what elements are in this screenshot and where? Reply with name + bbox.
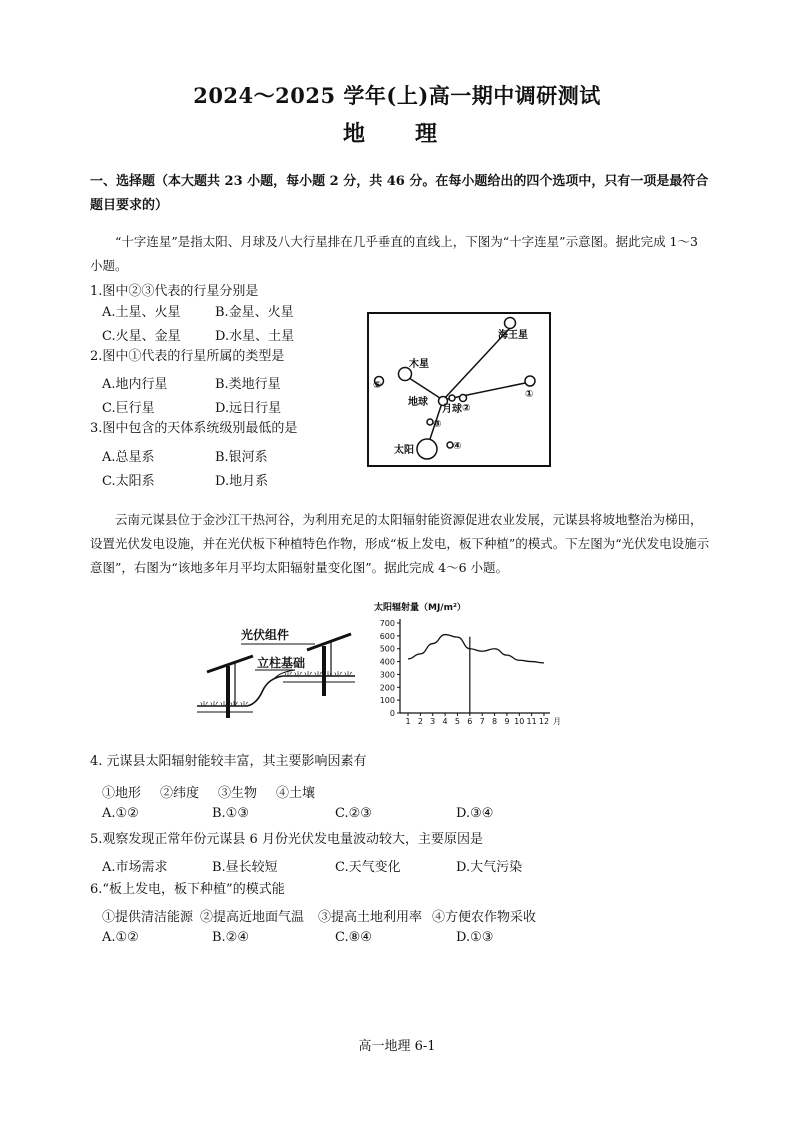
q4-option-b: B.①③	[212, 806, 249, 821]
q6-option-c: C.⑧④	[335, 930, 372, 945]
y-tick-label: 200	[379, 683, 395, 693]
x-tick-label: 11	[526, 717, 537, 726]
q6-option-a: A.①②	[102, 930, 139, 945]
q6-option-d: D.①③	[456, 930, 494, 945]
x-tick-label: 6	[467, 717, 473, 726]
planet-1-label: ①	[525, 389, 534, 400]
intro-paragraph-1: “十字连星”是指太阳、月球及八大行星排在几乎垂直的直线上，下图为“十字连星”示意图。据此完成 1～3 小题。	[90, 234, 698, 273]
question-3-stem: 3.图中包含的天体系统级别最低的是	[90, 421, 298, 436]
q5-option-d: D.大气污染	[456, 860, 523, 875]
planet-3-label: ③	[433, 419, 442, 430]
x-tick-label: 10	[514, 717, 525, 726]
q4-factor-4: ④土壤	[276, 786, 316, 801]
intro-paragraph-2: 云南元谋县位于金沙江干热河谷，为利用充足的太阳辐射能资源促进农业发展，元谋县将坡地整治为梯田，设置光伏发电设施，并在光伏板下种植特色作物，形成“板上发电，板下种植”的模式。下左图为“光伏发电设施示意图”，右图为“该地多年月平均太阳辐射量变化图”。据此完成 4～6 小题。	[90, 512, 710, 575]
q1-option-c: C.火星、金星	[102, 329, 181, 344]
q4-option-d: D.③④	[456, 806, 494, 821]
q1-option-d: D.水星、土星	[215, 329, 295, 344]
q3-option-c: C.太阳系	[102, 474, 155, 489]
moon	[449, 395, 455, 401]
planet-1	[525, 376, 535, 386]
earth-label: 地球	[408, 397, 428, 408]
y-tick-label: 300	[379, 670, 395, 680]
question-5-stem: 5.观察发现正常年份元谋县 6 月份光伏发电量波动较大，主要原因是	[90, 832, 483, 847]
x-tick-label: 9	[504, 717, 510, 726]
q6-factor-1: ①提供清洁能源	[102, 910, 194, 925]
pv-panel-right	[307, 634, 351, 650]
solar-radiation-chart	[370, 598, 570, 728]
q4-factor-1: ①地形	[102, 786, 142, 801]
jupiter-label: 木星	[409, 359, 429, 370]
x-tick-label: 5	[454, 717, 461, 726]
moon-label: 月球	[442, 404, 462, 415]
x-tick-label: 8	[491, 717, 498, 726]
neptune-planet	[505, 318, 516, 329]
q4-factor-3: ③生物	[218, 786, 258, 801]
y-tick-label: 100	[379, 696, 395, 706]
page-footer: 高一地理 6-1	[358, 1039, 436, 1054]
radiation-series-line	[408, 635, 544, 663]
q2-option-d: D.远日行星	[215, 401, 282, 416]
chart-ylabel: 太阳辐射量（MJ/m²）	[374, 603, 466, 613]
q4-option-c: C.②③	[335, 806, 372, 821]
q6-factor-2: ②提高近地面气温	[200, 910, 305, 925]
question-1-stem: 1.图中②③代表的行星分别是	[90, 284, 259, 299]
svg-text:⺌⺌⺌⺌⺌: ⺌⺌⺌⺌⺌	[199, 702, 249, 713]
x-tick-label: 7	[479, 717, 485, 726]
q2-option-c: C.巨行星	[102, 401, 155, 416]
q6-factor-3: ③提高土地利用率	[318, 910, 423, 925]
y-tick-label: 700	[379, 619, 395, 628]
planet-alignment-diagram	[367, 312, 551, 467]
x-tick-label: 12	[538, 717, 550, 726]
page-title: 2024～2025 学年(上)高一期中调研测试	[193, 83, 601, 108]
planet-2	[460, 395, 467, 402]
q2-option-b: B.类地行星	[215, 377, 281, 392]
planet-5-label: ⑤	[373, 380, 382, 391]
y-tick-label: 0	[389, 709, 395, 718]
neptune-label: 海王星	[498, 330, 528, 341]
q1-option-a: A.土星、火星	[102, 305, 181, 320]
q1-option-b: B.金星、火星	[215, 305, 294, 320]
q6-option-b: B.②④	[212, 930, 249, 945]
q4-option-a: A.①②	[102, 806, 139, 821]
question-6-stem: 6.“板上发电，板下种植”的模式能	[90, 882, 285, 897]
q3-option-b: B.银河系	[215, 450, 268, 465]
sun-label: 太阳	[394, 445, 414, 456]
q5-option-b: B.昼长较短	[212, 860, 278, 875]
subject-title: 地 理	[342, 121, 451, 147]
section-heading: 一、选择题（本大题共 23 小题，每小题 2 分，共 46 分。在每小题给出的四个选项中，只有一项是最符合题目要求的）	[90, 174, 709, 213]
svg-text:⺌⺌⺌⺌⺌⺌⺌: ⺌⺌⺌⺌⺌⺌⺌	[283, 672, 353, 683]
pv-module-label: 光伏组件	[241, 628, 290, 642]
q4-factor-2: ②纬度	[160, 786, 200, 801]
q6-factor-4: ④方便农作物采收	[432, 910, 537, 925]
sun	[417, 439, 437, 459]
question-2-stem: 2.图中①代表的行星所属的类型是	[90, 349, 285, 364]
y-tick-label: 400	[379, 657, 395, 667]
planet-4-label: ④	[453, 441, 462, 452]
x-tick-label: 3	[430, 717, 436, 726]
x-tick-label: 4	[442, 717, 448, 726]
q3-option-a: A.总星系	[102, 450, 155, 465]
y-tick-label: 600	[379, 631, 395, 641]
q5-option-c: C.天气变化	[335, 860, 401, 875]
pillar-foundation-label: 立柱基础	[257, 656, 306, 670]
pv-facility-diagram	[195, 622, 365, 727]
q2-option-a: A.地内行星	[102, 377, 168, 392]
x-tick-label: 2	[417, 717, 423, 726]
x-tick-label: 1	[405, 717, 411, 726]
y-tick-label: 500	[379, 644, 395, 654]
question-4-stem: 4. 元谋县太阳辐射能较丰富，其主要影响因素有	[90, 754, 367, 769]
chart-xlabel: 月	[553, 717, 561, 726]
q5-option-a: A.市场需求	[102, 860, 168, 875]
q3-option-d: D.地月系	[215, 474, 269, 489]
planet-2-label: ②	[462, 403, 471, 414]
